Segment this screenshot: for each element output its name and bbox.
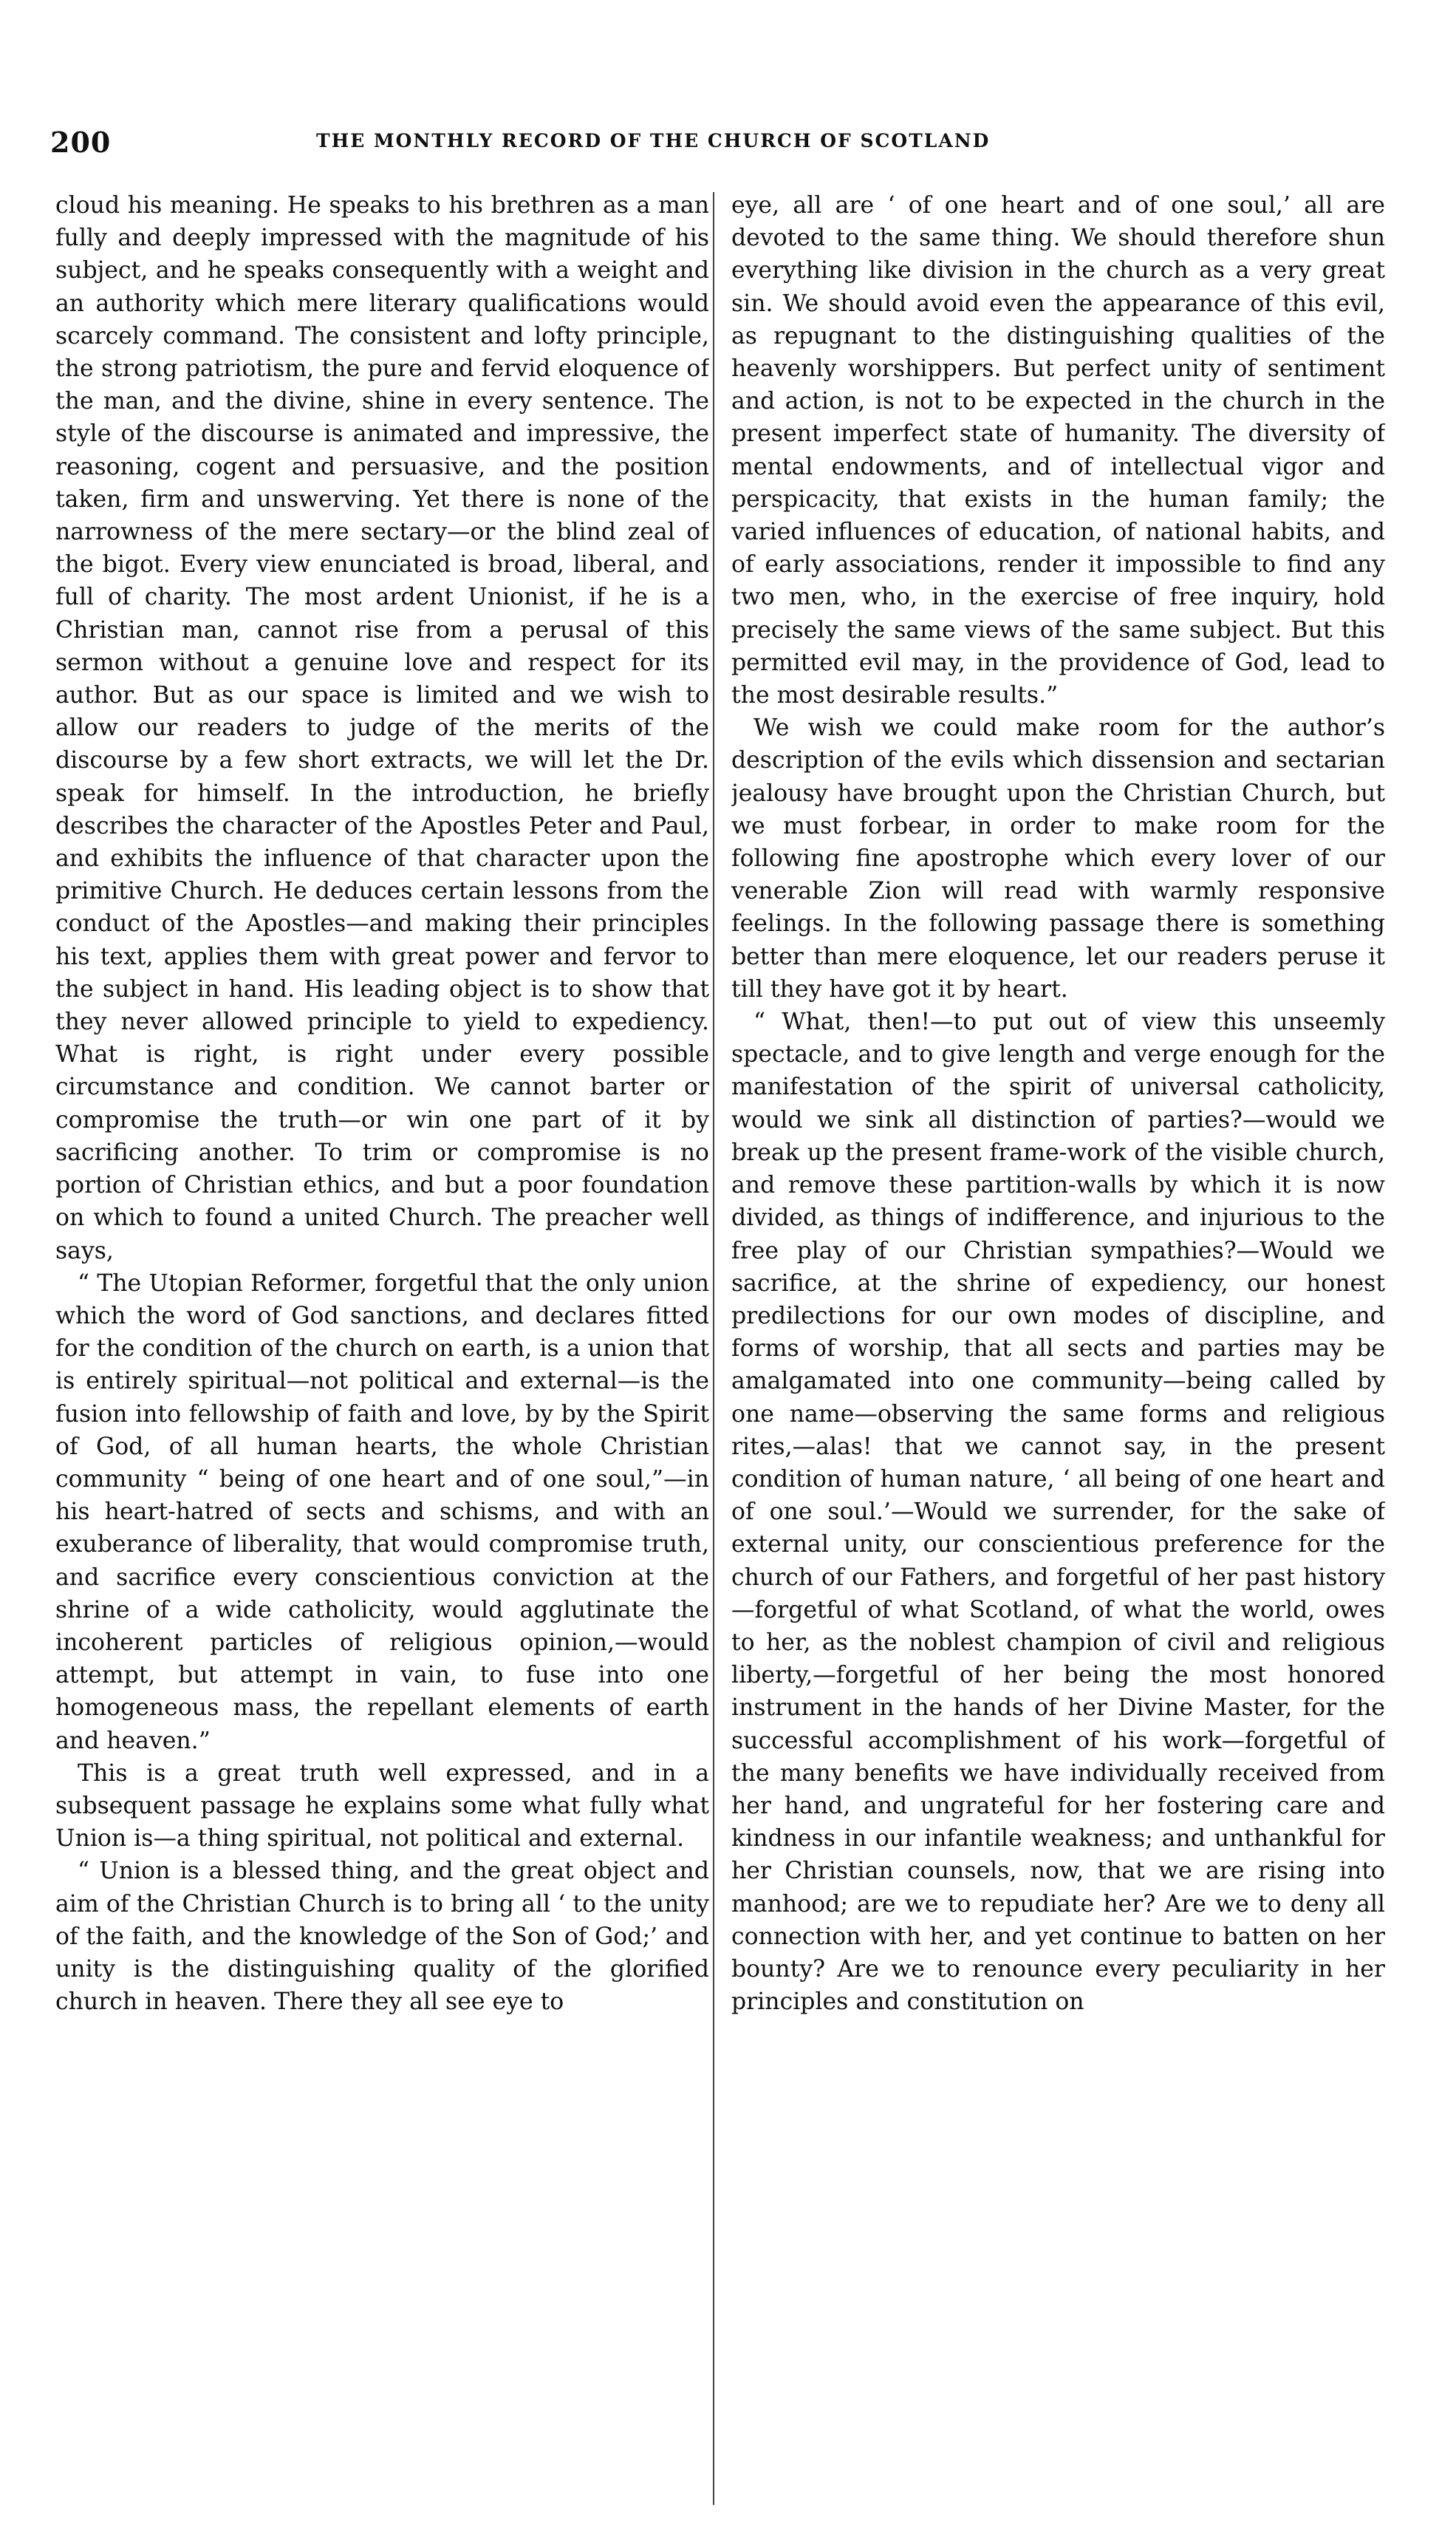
paragraph: cloud his meaning. He speaks to his brethren as a man fully and deeply impressed with the magnitude of his subject, and he speaks consequently with a weight and an authority which mere literary qualifications would scarcely command. The consistent and lofty principle, the strong patriotism, the pure and fervid eloquence of the man, and the divine, shine in every sentence. The style of the discourse is animated and impressive, the reasoning, cogent and persuasive, and the position taken, firm and unswerving. Yet there is none of the narrowness of the mere sectary—or the blind zeal of the bigot. Every view enunciated is broad, liberal, and full of charity. The most ardent Unionist, if he is a Christian man, cannot rise from a perusal of this sermon without a genuine love and respect for its author. But as our space is limited and we wish to allow our readers to judge of the merits of the discourse by a few short extracts, we will let the Dr. speak for himself. In the introduction, he briefly describes the character of the Apostles Peter and Paul, and exhibits the influence of that character upon the primitive Church. He deduces certain lessons from the conduct of the Apostles—and making their principles his text, applies them with great power and fervor to the subject in hand. His leading object is to show that they never allowed principle to yield to expediency. What is right, is right under every possible circumstance and condition. We cannot barter or compromise the truth—or win one part of it by sacrificing another. To trim or compromise is no portion of Christian ethics, and but a poor foundation on which to found a united Church. The preacher well says,: [55, 192, 709, 1264]
paragraph: eye, all are ‘ of one heart and of one soul,’ all are devoted to the same thing. We should therefore shun everything like division in the church as a very great sin. We should avoid even the appearance of this evil, as repugnant to the distinguishing qualities of the heavenly worshippers. But perfect unity of sentiment and action, is not to be expected in the church in the present imperfect state of humanity. The diversity of mental endowments, and of intellectual vigor and perspicacity, that exists in the human family; the varied influences of education, of national habits, and of early associations, render it impossible to find any two men, who, in the exercise of free inquiry, hold precisely the same views of the same subject. But this permitted evil may, in the providence of God, lead to the most desirable results.”: [731, 192, 1385, 709]
page-header: [50, 126, 1380, 163]
left-column: [55, 189, 709, 2517]
quotation-paragraph: “ What, then!—to put out of view this unseemly spectacle, and to give length and verge enough for the manifestation of the spirit of universal catholicity, would we sink all distinction of parties?—would we break up the present frame-work of the visible church, and remove these partition-walls by which it is now divided, as things of indifference, and injurious to the free play of our Christian sympathies?—Would we sacrifice, at the shrine of expediency, our honest predilections for our own modes of discipline, and forms of worship, that all sects and parties may be amalgamated into one community—being called by one name—observing the same forms and religious rites,—alas! that we cannot say, in the present condition of human nature, ‘ all being of one heart and of one soul.’—Would we surrender, for the sake of external unity, our conscientious preference for the church of our Fathers, and forgetful of her past history—forgetful of what Scotland, of what the world, owes to her, as the noblest champion of civil and religious liberty,—forgetful of her being the most honored instrument in the hands of her Divine Master, for the successful accomplishment of his work—forgetful of the many benefits we have individually received from her hand, and ungrateful for her fostering care and kindness in our infantile weakness; and unthankful for her Christian counsels, now, that we are rising into manhood; are we to repudiate her? Are we to deny all connection with her, and yet continue to batten on her bounty? Are we to renounce every peculiarity in her principles and constitution on: [731, 1009, 1385, 2016]
column-divider: [713, 192, 714, 2505]
paragraph: We wish we could make room for the author’s description of the evils which dissension and sectarian jealousy have brought upon the Christian Church, but we must forbear, in order to make room for the following fine apostrophe which every lover of our venerable Zion will read with warmly responsive feelings. In the following passage there is something better than mere eloquence, let our readers peruse it till they have got it by heart.: [731, 715, 1385, 1003]
quotation-paragraph: “ The Utopian Reformer, forgetful that the only union which the word of God sanctions, and declares fitted for the condition of the church on earth, is a union that is entirely spiritual—not political and external—is the fusion into fellowship of faith and love, by by the Spirit of God, of all human hearts, the whole Christian community “ being of one heart and of one soul,”—in his heart-hatred of sects and schisms, and with an exuberance of liberality, that would compromise truth, and sacrifice every conscientious conviction at the shrine of a wide catholicity, would agglutinate the incoherent particles of religious opinion,—would attempt, but attempt in vain, to fuse into one homogeneous mass, the repellant elements of earth and heaven.”: [55, 1269, 709, 1754]
paragraph: This is a great truth well expressed, and in a subsequent passage he explains some what fully what Union is—a thing spiritual, not political and external.: [55, 1759, 709, 1852]
running-title: THE MONTHLY RECORD OF THE CHURCH OF SCOTLAND: [316, 130, 991, 151]
quotation-paragraph: “ Union is a blessed thing, and the great object and aim of the Christian Church is to bring all ‘ to the unity of the faith, and the knowledge of the Son of God;’ and unity is the distinguishing quality of the glorified church in heaven. There they all see eye to: [55, 1858, 709, 2016]
page-number: 200: [50, 126, 112, 159]
right-column: [731, 189, 1385, 2517]
